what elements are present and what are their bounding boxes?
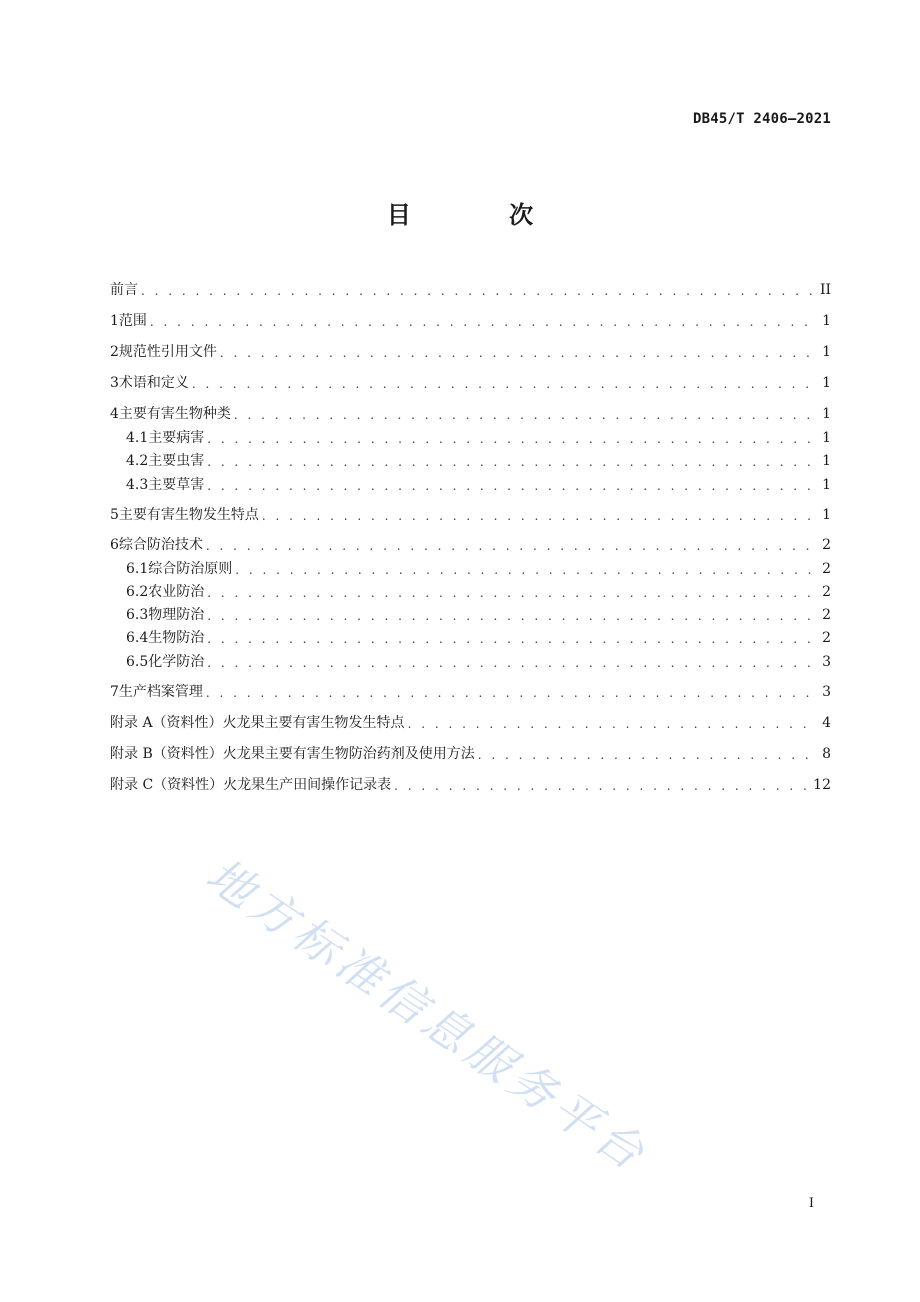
toc-entry-page: 1 bbox=[822, 477, 831, 493]
toc-entry-label: 规范性引用文件 bbox=[118, 344, 217, 360]
toc-entry-page: 8 bbox=[822, 746, 831, 762]
toc-entry-label: 主要有害生物发生特点 bbox=[118, 507, 259, 523]
toc-entry-page: 2 bbox=[822, 584, 831, 600]
toc-entry-label: 物理防治 bbox=[148, 607, 205, 623]
toc-entry-number: 4.1 bbox=[126, 430, 149, 446]
toc-entry-number: 4.3 bbox=[126, 477, 149, 493]
toc-entry-page: 1 bbox=[822, 406, 831, 422]
toc-entry-2[interactable] bbox=[110, 342, 831, 362]
toc-appendix-label: 附录 B（资料性） bbox=[110, 746, 223, 762]
toc-title: 目 次 bbox=[386, 201, 579, 229]
document-code: DB45/T 2406—2021 bbox=[692, 111, 831, 127]
toc-entry-label: 综合防治技术 bbox=[118, 537, 203, 553]
toc-entry-page: 2 bbox=[822, 607, 831, 623]
toc-entry-5[interactable] bbox=[110, 505, 831, 525]
toc-entry-6-4[interactable] bbox=[126, 628, 831, 648]
toc-entry-page: 3 bbox=[822, 684, 831, 700]
toc-entry-label: 范围 bbox=[118, 313, 147, 329]
toc-entry-page: 4 bbox=[822, 715, 831, 731]
toc-entry-label: 火龙果主要有害生物防治药剂及使用方法 bbox=[222, 746, 475, 762]
toc-entry-7[interactable] bbox=[110, 682, 831, 702]
toc-entry-page: 2 bbox=[822, 630, 831, 646]
toc-entry-1[interactable] bbox=[110, 311, 831, 331]
toc-entry-label: 主要虫害 bbox=[148, 453, 205, 469]
toc-entry-page: 1 bbox=[822, 375, 831, 391]
toc-entry-number: 7 bbox=[110, 684, 119, 700]
toc-entry-label: 综合防治原则 bbox=[148, 561, 233, 577]
toc-entry-3[interactable] bbox=[110, 373, 831, 393]
toc-entry-number: 4 bbox=[110, 406, 119, 422]
toc-entry-page: 1 bbox=[822, 344, 831, 360]
toc-entry-label: 生物防治 bbox=[148, 630, 205, 646]
toc-entry-label: 主要病害 bbox=[148, 430, 205, 446]
toc-entry-appendix-c[interactable] bbox=[110, 775, 831, 795]
toc-entry-number: 6.2 bbox=[126, 584, 149, 600]
toc-entry-appendix-a[interactable] bbox=[110, 713, 831, 733]
toc-entry-6-2[interactable] bbox=[126, 582, 831, 602]
toc-entry-label: 火龙果生产田间操作记录表 bbox=[223, 777, 392, 793]
toc-entry-4-2[interactable] bbox=[126, 451, 831, 471]
toc-entry-number: 4.2 bbox=[126, 453, 149, 469]
toc-entry-page: 2 bbox=[822, 561, 831, 577]
toc-entry-page: 1 bbox=[822, 507, 831, 523]
toc-entry-page: 1 bbox=[822, 430, 831, 446]
toc-entry-number: 2 bbox=[110, 344, 119, 360]
toc-entry-4[interactable] bbox=[110, 404, 831, 424]
toc-entry-number: 5 bbox=[110, 507, 119, 523]
toc-entry-6-3[interactable] bbox=[126, 605, 831, 625]
toc-entry-page: II bbox=[819, 282, 831, 298]
toc-entry-page: 12 bbox=[813, 777, 831, 793]
toc-entry-4-1[interactable] bbox=[126, 428, 831, 448]
toc-entry-page: 1 bbox=[822, 453, 831, 469]
toc-entry-appendix-b[interactable] bbox=[110, 744, 831, 764]
toc-entry-label: 生产档案管理 bbox=[118, 684, 203, 700]
toc-entry-4-3[interactable] bbox=[126, 475, 831, 495]
toc-entry-6[interactable] bbox=[110, 535, 831, 555]
toc-entry-label: 术语和定义 bbox=[118, 375, 189, 391]
toc-appendix-label: 附录 A（资料性） bbox=[110, 715, 223, 731]
toc-entry-foreword[interactable] bbox=[110, 280, 831, 300]
toc-entry-number: 1 bbox=[110, 313, 119, 329]
toc-entry-number: 3 bbox=[110, 375, 119, 391]
toc-entry-number: 6.1 bbox=[126, 561, 149, 577]
toc-appendix-label: 附录 C（资料性） bbox=[110, 777, 224, 793]
toc-entry-number: 6.3 bbox=[126, 607, 149, 623]
toc-entry-number: 6.4 bbox=[126, 630, 149, 646]
toc-entry-page: 1 bbox=[822, 313, 831, 329]
toc-entry-6-5[interactable] bbox=[126, 652, 831, 672]
toc-entry-6-1[interactable] bbox=[126, 559, 831, 579]
toc-entry-label: 农业防治 bbox=[148, 584, 205, 600]
toc-entry-page: 2 bbox=[822, 537, 831, 553]
toc-entry-label: 前言 bbox=[110, 282, 138, 298]
toc-entry-label: 主要有害生物种类 bbox=[118, 406, 231, 422]
toc-entry-label: 火龙果主要有害生物发生特点 bbox=[222, 715, 405, 731]
toc-entry-number: 6 bbox=[110, 537, 119, 553]
toc-entry-number: 6.5 bbox=[126, 654, 149, 670]
page-number: I bbox=[808, 1196, 814, 1211]
watermark: 地方标准信息服务平台 bbox=[196, 847, 659, 1184]
toc-entry-label: 化学防治 bbox=[148, 654, 205, 670]
toc-entry-label: 主要草害 bbox=[148, 477, 205, 493]
toc-entry-page: 3 bbox=[822, 654, 831, 670]
